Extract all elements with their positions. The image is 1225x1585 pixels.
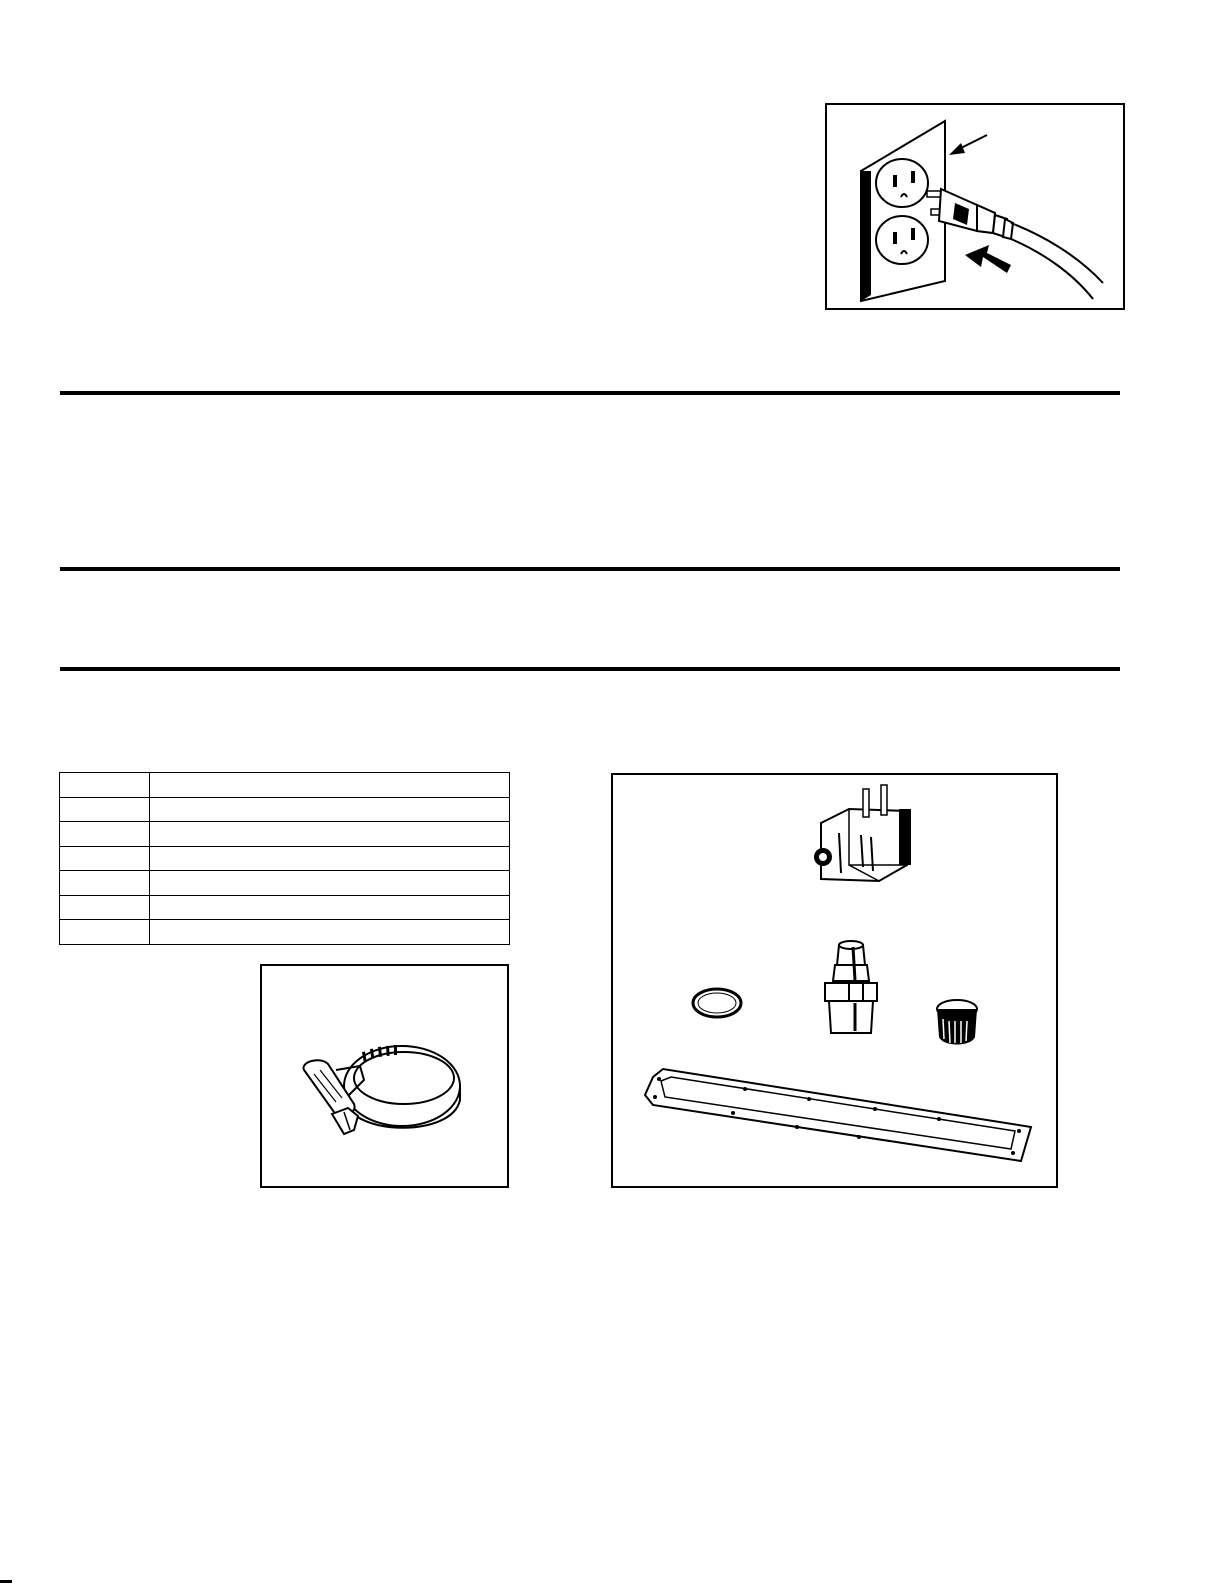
table-cell	[60, 797, 150, 822]
table-cell	[150, 797, 510, 822]
table-row	[60, 822, 510, 847]
table-cell	[60, 822, 150, 847]
valve-kit-parts-icon	[613, 775, 1056, 1186]
table-row	[60, 846, 510, 871]
table-cell	[150, 920, 510, 945]
table-cell	[60, 920, 150, 945]
table-row	[60, 773, 510, 798]
solenoid-valve-icon	[814, 785, 911, 881]
hose-clamp-figure	[260, 964, 509, 1188]
table-cell	[60, 846, 150, 871]
table-cell	[150, 773, 510, 798]
table-cell	[150, 822, 510, 847]
plug-outlet-figure	[825, 103, 1125, 310]
page-edge-mark	[0, 1580, 12, 1583]
section-divider	[60, 391, 1120, 395]
section-divider	[60, 667, 1120, 671]
cap-icon	[937, 1000, 977, 1045]
table-cell	[60, 895, 150, 920]
section-divider	[60, 567, 1120, 571]
table-cell	[150, 846, 510, 871]
hose-clamp-icon	[262, 966, 507, 1186]
o-ring-icon	[693, 989, 741, 1017]
table-row	[60, 797, 510, 822]
table-row	[60, 895, 510, 920]
gasket-icon	[645, 1069, 1031, 1161]
plug-into-outlet-icon	[827, 105, 1123, 308]
parts-table	[59, 772, 510, 945]
table-cell	[150, 895, 510, 920]
hose-barb-fitting-icon	[825, 941, 877, 1033]
kit-parts-figure	[611, 773, 1058, 1188]
table-cell	[60, 871, 150, 896]
table-cell	[150, 871, 510, 896]
table-row	[60, 871, 510, 896]
table-row	[60, 920, 510, 945]
table-cell	[60, 773, 150, 798]
